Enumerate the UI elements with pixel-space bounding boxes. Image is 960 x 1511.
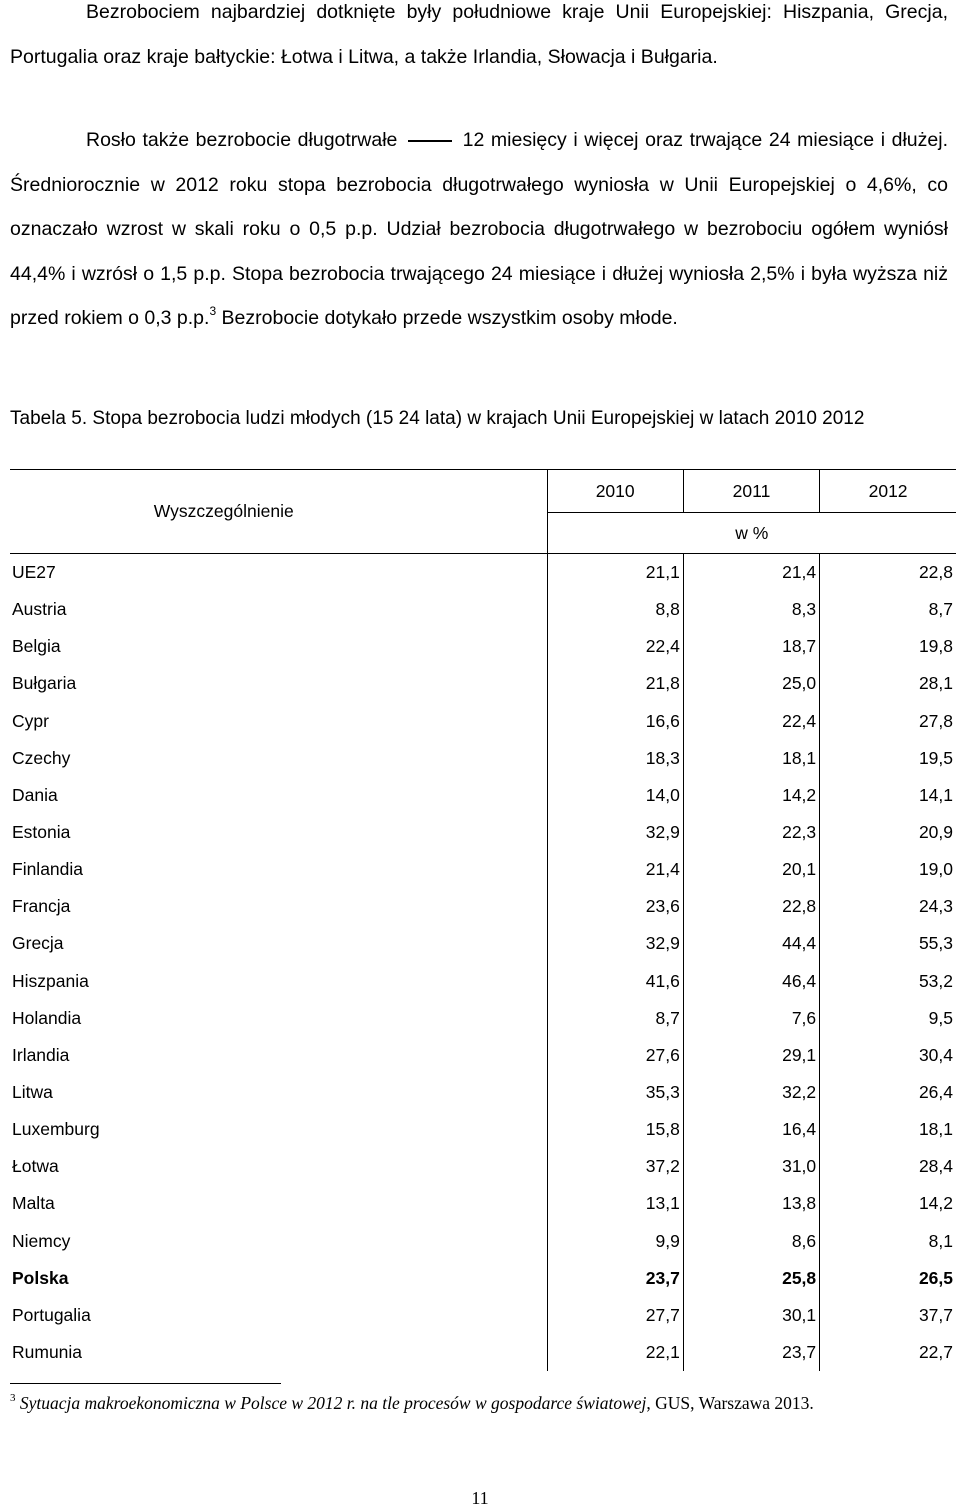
table-row — [10, 1334, 956, 1371]
table-row — [10, 628, 956, 665]
country-cell: Irlandia — [12, 1044, 70, 1065]
value-2010-cell: 21,1 — [547, 554, 683, 592]
value-2011-cell: 8,3 — [683, 591, 819, 628]
footnote-number: 3 — [10, 1392, 16, 1404]
country-cell: Litwa — [12, 1082, 53, 1103]
paragraph-2 — [10, 118, 948, 341]
table-caption: Tabela 5. Stopa bezrobocia ludzi młodych (15 24 lata) w krajach Unii Europejskiej w latach 2010 2012 — [10, 408, 865, 429]
country-cell: Holandia — [12, 1007, 82, 1028]
value-2011-cell: 23,7 — [683, 1334, 819, 1371]
value-2010-cell: 37,2 — [547, 1148, 683, 1185]
footnote — [10, 1392, 948, 1414]
value-2011-cell: 29,1 — [683, 1037, 819, 1074]
value-2011-cell: 22,8 — [683, 888, 819, 925]
country-cell: Niemcy — [12, 1230, 71, 1251]
table-row — [10, 1037, 956, 1074]
value-2012-cell: 27,8 — [820, 703, 956, 740]
value-2011-cell: 13,8 — [683, 1185, 819, 1222]
table-row — [10, 740, 956, 777]
value-2010-cell: 32,9 — [547, 925, 683, 962]
country-cell: Francja — [12, 896, 71, 917]
value-2011-cell: 25,8 — [683, 1260, 819, 1297]
table-row — [10, 1297, 956, 1334]
table-row — [10, 703, 956, 740]
value-2010-cell: 22,4 — [547, 628, 683, 665]
value-2010-cell: 41,6 — [547, 963, 683, 1000]
header-year-2010: 2010 — [547, 470, 683, 513]
value-2011-cell: 30,1 — [683, 1297, 819, 1334]
table-row — [10, 1223, 956, 1260]
value-2012-cell: 18,1 — [820, 1111, 956, 1148]
value-2011-cell: 21,4 — [683, 554, 819, 592]
value-2010-cell: 16,6 — [547, 703, 683, 740]
value-2011-cell: 18,1 — [683, 740, 819, 777]
value-2012-cell: 20,9 — [820, 814, 956, 851]
value-2012-cell: 8,1 — [820, 1223, 956, 1260]
country-cell: Luxemburg — [12, 1119, 100, 1140]
value-2012-cell: 28,1 — [820, 665, 956, 702]
paragraph-2-part-1: Rosło także bezrobocie długotrwałe — [86, 129, 398, 151]
table-row — [10, 814, 956, 851]
value-2010-cell: 21,4 — [547, 851, 683, 888]
value-2012-cell: 37,7 — [820, 1297, 956, 1334]
table-row — [10, 1148, 956, 1185]
header-year-2011: 2011 — [683, 470, 819, 513]
table-row — [10, 888, 956, 925]
value-2011-cell: 16,4 — [683, 1111, 819, 1148]
country-cell: Polska — [12, 1267, 69, 1288]
header-label: Wyszczególnienie — [10, 470, 547, 554]
country-cell: Finlandia — [12, 859, 84, 880]
table-row — [10, 554, 956, 592]
country-cell: Rumunia — [12, 1342, 83, 1363]
table-row — [10, 1260, 956, 1297]
value-2012-cell: 19,0 — [820, 851, 956, 888]
value-2010-cell: 23,6 — [547, 888, 683, 925]
value-2010-cell: 13,1 — [547, 1185, 683, 1222]
value-2010-cell: 18,3 — [547, 740, 683, 777]
country-cell: Estonia — [12, 822, 71, 843]
value-2012-cell: 14,2 — [820, 1185, 956, 1222]
value-2010-cell: 22,1 — [547, 1334, 683, 1371]
table-row — [10, 1000, 956, 1037]
footnote-reference[interactable]: 3 — [209, 304, 217, 319]
value-2010-cell: 32,9 — [547, 814, 683, 851]
value-2012-cell: 22,7 — [820, 1334, 956, 1371]
country-cell: Austria — [12, 599, 67, 620]
value-2010-cell: 27,7 — [547, 1297, 683, 1334]
value-2012-cell: 19,5 — [820, 740, 956, 777]
value-2010-cell: 15,8 — [547, 1111, 683, 1148]
footnote-source-title: Sytuacja makroekonomiczna w Polsce w 2012 r. na tle procesów w gospodarce światowej — [19, 1393, 647, 1413]
value-2011-cell: 7,6 — [683, 1000, 819, 1037]
value-2011-cell: 22,3 — [683, 814, 819, 851]
value-2012-cell: 24,3 — [820, 888, 956, 925]
value-2012-cell: 55,3 — [820, 925, 956, 962]
footnote-divider — [10, 1383, 281, 1384]
footnote-source-rest: , GUS, Warszawa 2013. — [646, 1393, 814, 1413]
value-2012-cell: 8,7 — [820, 591, 956, 628]
value-2011-cell: 22,4 — [683, 703, 819, 740]
value-2010-cell: 9,9 — [547, 1223, 683, 1260]
table-row — [10, 777, 956, 814]
value-2010-cell: 35,3 — [547, 1074, 683, 1111]
country-cell: Cypr — [12, 710, 49, 731]
value-2011-cell: 8,6 — [683, 1223, 819, 1260]
unemployment-table — [10, 469, 956, 1371]
country-cell: Malta — [12, 1193, 55, 1214]
country-cell: Czechy — [12, 747, 71, 768]
paragraph-2-part-2: 12 miesięcy i więcej oraz trwające 24 miesiące i dłużej. Średniorocznie w 2012 roku stopa bezrobocia długotrwałego wyniosła w Unii Europejskiej o 4,6%, co oznaczało wzrost w skali roku o 0,5 p.p. Udział bezrobocia długotrwałego w bezrobociu ogółem wyniósł 44,4% i wzrósł o 1,5 p.p. Stopa bezrobocia trwającego 24 miesiące i dłużej wyniosła 2,5% i była wyższa niż przed rokiem o 0,3 p.p. — [10, 129, 948, 330]
value-2010-cell: 14,0 — [547, 777, 683, 814]
table-row — [10, 1074, 956, 1111]
header-unit: w % — [547, 513, 956, 554]
value-2010-cell: 8,8 — [547, 591, 683, 628]
country-cell: Hiszpania — [12, 970, 89, 991]
value-2010-cell: 8,7 — [547, 1000, 683, 1037]
value-2011-cell: 46,4 — [683, 963, 819, 1000]
value-2012-cell: 9,5 — [820, 1000, 956, 1037]
value-2011-cell: 18,7 — [683, 628, 819, 665]
page-number: 11 — [471, 1488, 489, 1508]
country-cell: Grecja — [12, 933, 64, 954]
value-2012-cell: 14,1 — [820, 777, 956, 814]
value-2011-cell: 20,1 — [683, 851, 819, 888]
value-2011-cell: 32,2 — [683, 1074, 819, 1111]
country-cell: Belgia — [12, 636, 61, 657]
table-row — [10, 665, 956, 702]
em-dash — [408, 140, 452, 142]
table-row — [10, 925, 956, 962]
country-cell: Dania — [12, 784, 58, 805]
value-2012-cell: 53,2 — [820, 963, 956, 1000]
table-body — [10, 554, 956, 1372]
header-year-2012: 2012 — [820, 470, 956, 513]
value-2012-cell: 30,4 — [820, 1037, 956, 1074]
value-2010-cell: 23,7 — [547, 1260, 683, 1297]
table-row — [10, 1111, 956, 1148]
country-cell: UE27 — [12, 562, 56, 583]
country-cell: Portugalia — [12, 1304, 91, 1325]
value-2011-cell: 31,0 — [683, 1148, 819, 1185]
value-2012-cell: 22,8 — [820, 554, 956, 592]
value-2011-cell: 44,4 — [683, 925, 819, 962]
value-2010-cell: 27,6 — [547, 1037, 683, 1074]
value-2012-cell: 28,4 — [820, 1148, 956, 1185]
table-row — [10, 591, 956, 628]
paragraph-1: Bezrobociem najbardziej dotknięte były południowe kraje Unii Europejskiej: Hiszpania, Grecja, Portugalia oraz kraje bałtyckie: Łotwa i Litwa, a także Irlandia, Słowacja i Bułgaria. — [10, 1, 948, 68]
value-2012-cell: 26,4 — [820, 1074, 956, 1111]
value-2012-cell: 26,5 — [820, 1260, 956, 1297]
value-2011-cell: 14,2 — [683, 777, 819, 814]
table-row — [10, 1185, 956, 1222]
value-2011-cell: 25,0 — [683, 665, 819, 702]
country-cell: Bułgaria — [12, 673, 77, 694]
table-row — [10, 963, 956, 1000]
table-row — [10, 851, 956, 888]
value-2012-cell: 19,8 — [820, 628, 956, 665]
paragraph-2-part-3: Bezrobocie dotykało przede wszystkim osoby młode. — [216, 307, 678, 330]
value-2010-cell: 21,8 — [547, 665, 683, 702]
country-cell: Łotwa — [12, 1156, 59, 1177]
